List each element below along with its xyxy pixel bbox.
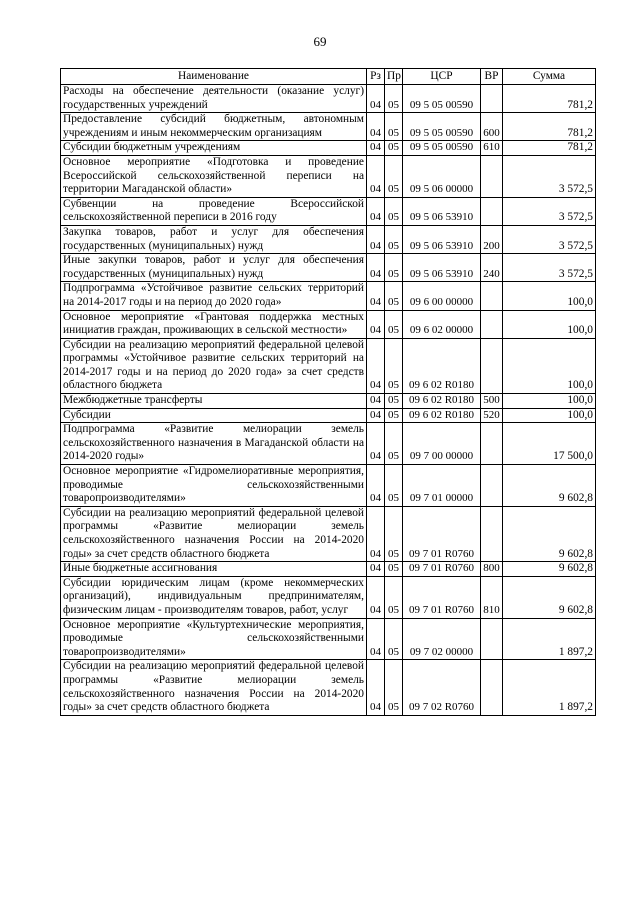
cell-sum: 9 602,8 (503, 576, 596, 618)
cell-csr: 09 5 06 53910 (403, 254, 481, 282)
cell-rz: 04 (367, 660, 385, 715)
table-row (61, 338, 596, 393)
budget-table (60, 68, 596, 716)
cell-pr: 05 (385, 282, 403, 310)
cell-pr: 05 (385, 465, 403, 507)
table-row (61, 197, 596, 225)
cell-name: Субсидии бюджетным учреждениям (61, 141, 367, 156)
cell-rz: 04 (367, 282, 385, 310)
cell-rz: 04 (367, 576, 385, 618)
table-row (61, 141, 596, 156)
cell-vr: 600 (481, 113, 503, 141)
cell-csr: 09 6 02 R0180 (403, 394, 481, 409)
cell-name: Расходы на обеспечение деятельности (оказание услуг) государственных учреждений (61, 85, 367, 113)
cell-rz: 04 (367, 394, 385, 409)
cell-vr (481, 660, 503, 715)
table-row (61, 408, 596, 423)
cell-csr: 09 5 06 00000 (403, 155, 481, 197)
cell-name: Основное мероприятие «Грантовая поддержка местных инициатив граждан, проживающих в сельской местности» (61, 310, 367, 338)
table-row (61, 618, 596, 660)
table-row (61, 282, 596, 310)
cell-sum: 781,2 (503, 113, 596, 141)
cell-pr: 05 (385, 85, 403, 113)
table-row (61, 660, 596, 715)
cell-sum: 100,0 (503, 394, 596, 409)
cell-vr: 520 (481, 408, 503, 423)
cell-sum: 100,0 (503, 338, 596, 393)
cell-csr: 09 5 05 00590 (403, 113, 481, 141)
cell-pr: 05 (385, 506, 403, 561)
cell-sum: 100,0 (503, 408, 596, 423)
cell-vr (481, 310, 503, 338)
header-csr: ЦСР (403, 69, 481, 85)
cell-pr: 05 (385, 225, 403, 253)
cell-vr (481, 197, 503, 225)
cell-rz: 04 (367, 254, 385, 282)
table-row (61, 155, 596, 197)
cell-pr: 05 (385, 155, 403, 197)
cell-rz: 04 (367, 310, 385, 338)
cell-name: Основное мероприятие «Подготовка и проведение Всероссийской сельскохозяйственной переписи на территории Магаданской области» (61, 155, 367, 197)
cell-name: Субвенции на проведение Всероссийской сельскохозяйственной переписи в 2016 году (61, 197, 367, 225)
cell-name: Иные бюджетные ассигнования (61, 562, 367, 577)
cell-sum: 100,0 (503, 310, 596, 338)
table-row (61, 310, 596, 338)
cell-name: Подпрограмма «Развитие мелиорации земель сельскохозяйственного назначения в Магаданской области на 2014-2020 годы» (61, 423, 367, 465)
cell-sum: 1 897,2 (503, 618, 596, 660)
header-vr: ВР (481, 69, 503, 85)
cell-vr (481, 465, 503, 507)
cell-pr: 05 (385, 562, 403, 577)
cell-sum: 781,2 (503, 85, 596, 113)
cell-csr: 09 7 01 R0760 (403, 576, 481, 618)
table-row (61, 254, 596, 282)
cell-vr: 200 (481, 225, 503, 253)
cell-rz: 04 (367, 85, 385, 113)
cell-vr: 800 (481, 562, 503, 577)
cell-pr: 05 (385, 338, 403, 393)
table-header-row (61, 69, 596, 85)
cell-rz: 04 (367, 506, 385, 561)
cell-sum: 3 572,5 (503, 197, 596, 225)
table-row (61, 576, 596, 618)
cell-pr: 05 (385, 423, 403, 465)
cell-sum: 100,0 (503, 282, 596, 310)
cell-csr: 09 5 05 00590 (403, 85, 481, 113)
cell-vr (481, 618, 503, 660)
cell-name: Субсидии (61, 408, 367, 423)
header-pr: Пр (385, 69, 403, 85)
table-body (61, 85, 596, 716)
cell-vr (481, 155, 503, 197)
cell-vr (481, 506, 503, 561)
cell-rz: 04 (367, 618, 385, 660)
table-row (61, 465, 596, 507)
cell-name: Основное мероприятие «Гидромелиоративные мероприятия, проводимые сельскохозяйственными товаропроизводителями» (61, 465, 367, 507)
cell-sum: 9 602,8 (503, 506, 596, 561)
cell-rz: 04 (367, 113, 385, 141)
cell-name: Основное мероприятие «Культуртехнические мероприятия, проводимые сельскохозяйственными товаропроизводителями» (61, 618, 367, 660)
cell-csr: 09 7 02 00000 (403, 618, 481, 660)
cell-pr: 05 (385, 141, 403, 156)
table-row (61, 394, 596, 409)
cell-rz: 04 (367, 141, 385, 156)
cell-csr: 09 6 02 R0180 (403, 338, 481, 393)
cell-name: Субсидии на реализацию мероприятий федеральной целевой программы «Устойчивое развитие сельских территорий на 2014-2017 годы и на период до 2020 года» за счет средств областного бюджета (61, 338, 367, 393)
cell-csr: 09 7 01 R0760 (403, 506, 481, 561)
cell-vr: 810 (481, 576, 503, 618)
cell-rz: 04 (367, 225, 385, 253)
cell-name: Субсидии юридическим лицам (кроме некоммерческих организаций), индивидуальным предпринимателям, физическим лицам - производителям товаров, работ, услуг (61, 576, 367, 618)
cell-pr: 05 (385, 394, 403, 409)
cell-csr: 09 7 00 00000 (403, 423, 481, 465)
cell-csr: 09 7 02 R0760 (403, 660, 481, 715)
cell-sum: 1 897,2 (503, 660, 596, 715)
cell-sum: 9 602,8 (503, 465, 596, 507)
cell-pr: 05 (385, 197, 403, 225)
cell-sum: 3 572,5 (503, 225, 596, 253)
cell-pr: 05 (385, 408, 403, 423)
cell-csr: 09 5 06 53910 (403, 197, 481, 225)
cell-sum: 3 572,5 (503, 155, 596, 197)
cell-name: Подпрограмма «Устойчивое развитие сельских территорий на 2014-2017 годы и на период до 2020 года» (61, 282, 367, 310)
cell-vr: 240 (481, 254, 503, 282)
cell-vr (481, 85, 503, 113)
table-row (61, 562, 596, 577)
table-row (61, 113, 596, 141)
cell-pr: 05 (385, 576, 403, 618)
table-row (61, 423, 596, 465)
cell-pr: 05 (385, 618, 403, 660)
cell-vr (481, 338, 503, 393)
cell-sum: 17 500,0 (503, 423, 596, 465)
cell-rz: 04 (367, 197, 385, 225)
cell-csr: 09 6 02 00000 (403, 310, 481, 338)
cell-name: Субсидии на реализацию мероприятий федеральной целевой программы «Развитие мелиорации земель сельскохозяйственного назначения России на 2014-2020 годы» за счет средств областного бюджета (61, 660, 367, 715)
cell-rz: 04 (367, 423, 385, 465)
cell-pr: 05 (385, 310, 403, 338)
cell-vr (481, 423, 503, 465)
cell-pr: 05 (385, 113, 403, 141)
cell-name: Предоставление субсидий бюджетным, автономным учреждениям и иным некоммерческим организациям (61, 113, 367, 141)
cell-name: Закупка товаров, работ и услуг для обеспечения государственных (муниципальных) нужд (61, 225, 367, 253)
cell-sum: 3 572,5 (503, 254, 596, 282)
table-row (61, 85, 596, 113)
cell-csr: 09 7 01 00000 (403, 465, 481, 507)
cell-vr: 610 (481, 141, 503, 156)
cell-rz: 04 (367, 562, 385, 577)
cell-pr: 05 (385, 254, 403, 282)
page-number: 69 (313, 34, 327, 49)
cell-rz: 04 (367, 338, 385, 393)
cell-name: Субсидии на реализацию мероприятий федеральной целевой программы «Развитие мелиорации земель сельскохозяйственного назначения России на 2014-2020 годы» за счет средств областного бюджета (61, 506, 367, 561)
cell-rz: 04 (367, 465, 385, 507)
cell-pr: 05 (385, 660, 403, 715)
cell-sum: 9 602,8 (503, 562, 596, 577)
header-name: Наименование (61, 69, 367, 85)
cell-vr: 500 (481, 394, 503, 409)
cell-rz: 04 (367, 408, 385, 423)
cell-csr: 09 5 06 53910 (403, 225, 481, 253)
cell-name: Межбюджетные трансферты (61, 394, 367, 409)
cell-csr: 09 5 05 00590 (403, 141, 481, 156)
table-row (61, 225, 596, 253)
cell-sum: 781,2 (503, 141, 596, 156)
table-row (61, 506, 596, 561)
header-rz: Рз (367, 69, 385, 85)
cell-csr: 09 6 02 R0180 (403, 408, 481, 423)
cell-rz: 04 (367, 155, 385, 197)
cell-csr: 09 7 01 R0760 (403, 562, 481, 577)
cell-csr: 09 6 00 00000 (403, 282, 481, 310)
cell-name: Иные закупки товаров, работ и услуг для обеспечения государственных (муниципальных) нужд (61, 254, 367, 282)
cell-vr (481, 282, 503, 310)
header-sum: Сумма (503, 69, 596, 85)
